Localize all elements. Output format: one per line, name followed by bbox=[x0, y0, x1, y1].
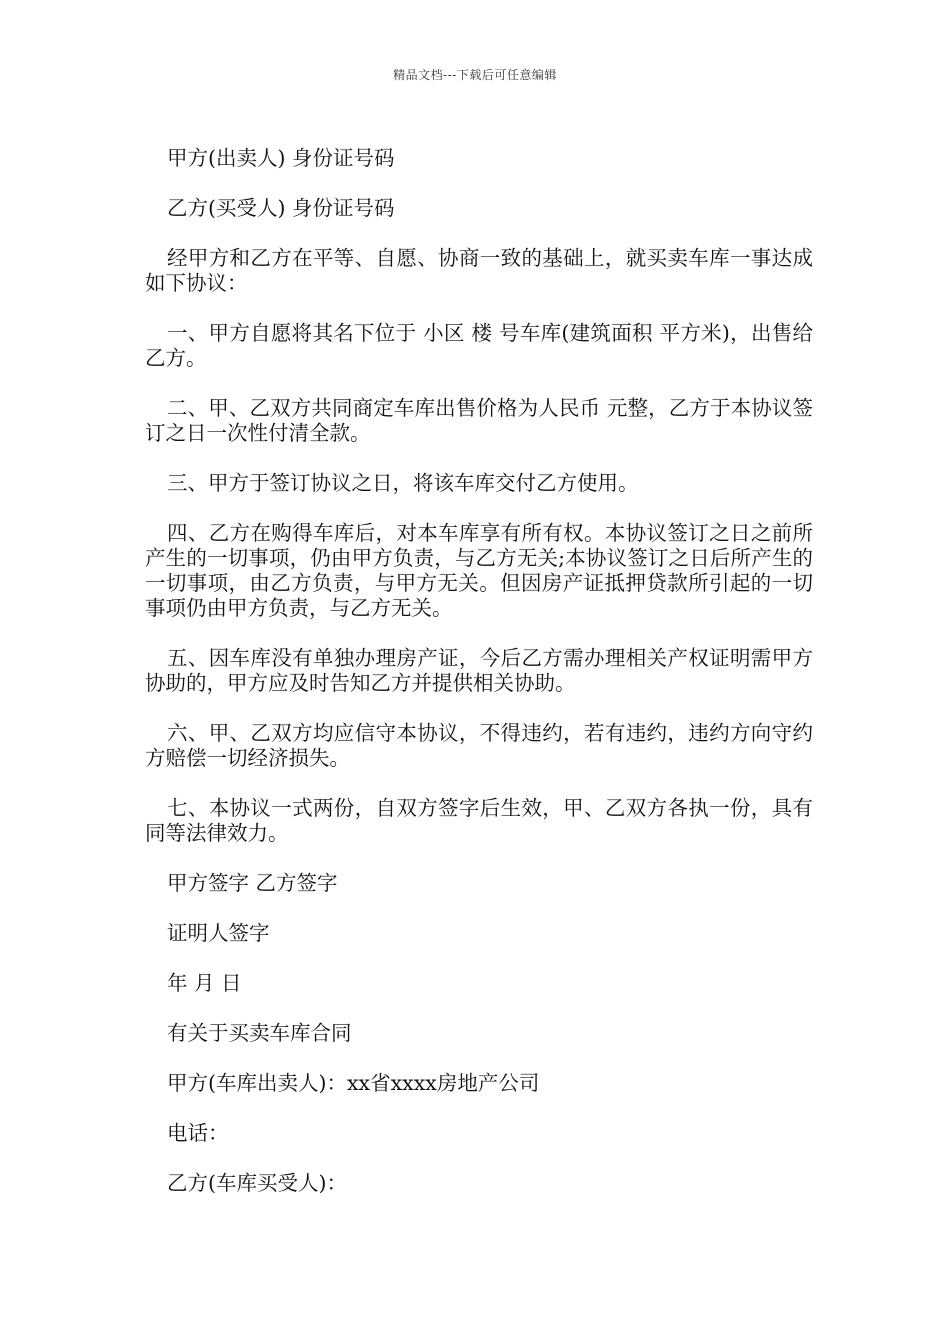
witness-signature-line: 证明人签字 bbox=[167, 921, 270, 945]
page-header: 精品文档---下载后可任意编辑 bbox=[393, 68, 557, 82]
clause-5: 五、因车库没有单独办理房产证，今后乙方需办理相关产权证明需甲方协助的，甲方应及时告知乙方并提供相关协助。 bbox=[145, 646, 813, 695]
clause-4: 四、乙方在购得车库后，对本车库享有所有权。本协议签订之日之前所产生的一切事项，仍由甲方负责，与乙方无关;本协议签订之日后所产生的一切事项，由乙方负责，与甲方无关。但因房产证抵押贷款所引起的一切事项仍由甲方负责，与乙方无关。 bbox=[145, 521, 813, 620]
party-a-line: 甲方(出卖人) 身份证号码 bbox=[167, 146, 395, 170]
party-b-line: 乙方(买受人) 身份证号码 bbox=[167, 196, 395, 220]
phone-line: 电话： bbox=[167, 1121, 229, 1145]
clause-7: 七、本协议一式两份，自双方签字后生效，甲、乙双方各执一份，具有同等法律效力。 bbox=[145, 796, 813, 845]
clause-2: 二、甲、乙双方共同商定车库出售价格为人民币 元整，乙方于本协议签订之日一次性付清全款。 bbox=[145, 396, 813, 445]
preamble-paragraph: 经甲方和乙方在平等、自愿、协商一致的基础上，就买卖车库一事达成如下协议： bbox=[145, 246, 813, 295]
signature-line: 甲方签字 乙方签字 bbox=[167, 871, 338, 895]
clause-6: 六、甲、乙双方均应信守本协议，不得违约，若有违约，违约方向守约方赔偿一切经济损失。 bbox=[145, 721, 813, 770]
date-line: 年 月 日 bbox=[167, 971, 242, 995]
seller-line: 甲方(车库出卖人)：xx省xxxx房地产公司 bbox=[167, 1071, 540, 1095]
buyer-line: 乙方(车库买受人)： bbox=[167, 1171, 347, 1195]
clause-3: 三、甲方于签订协议之日，将该车库交付乙方使用。 bbox=[167, 471, 639, 495]
second-contract-title: 有关于买卖车库合同 bbox=[167, 1021, 352, 1045]
clause-1: 一、甲方自愿将其名下位于 小区 楼 号车库(建筑面积 平方米)，出售给乙方。 bbox=[145, 321, 813, 370]
document-body bbox=[145, 146, 813, 1221]
